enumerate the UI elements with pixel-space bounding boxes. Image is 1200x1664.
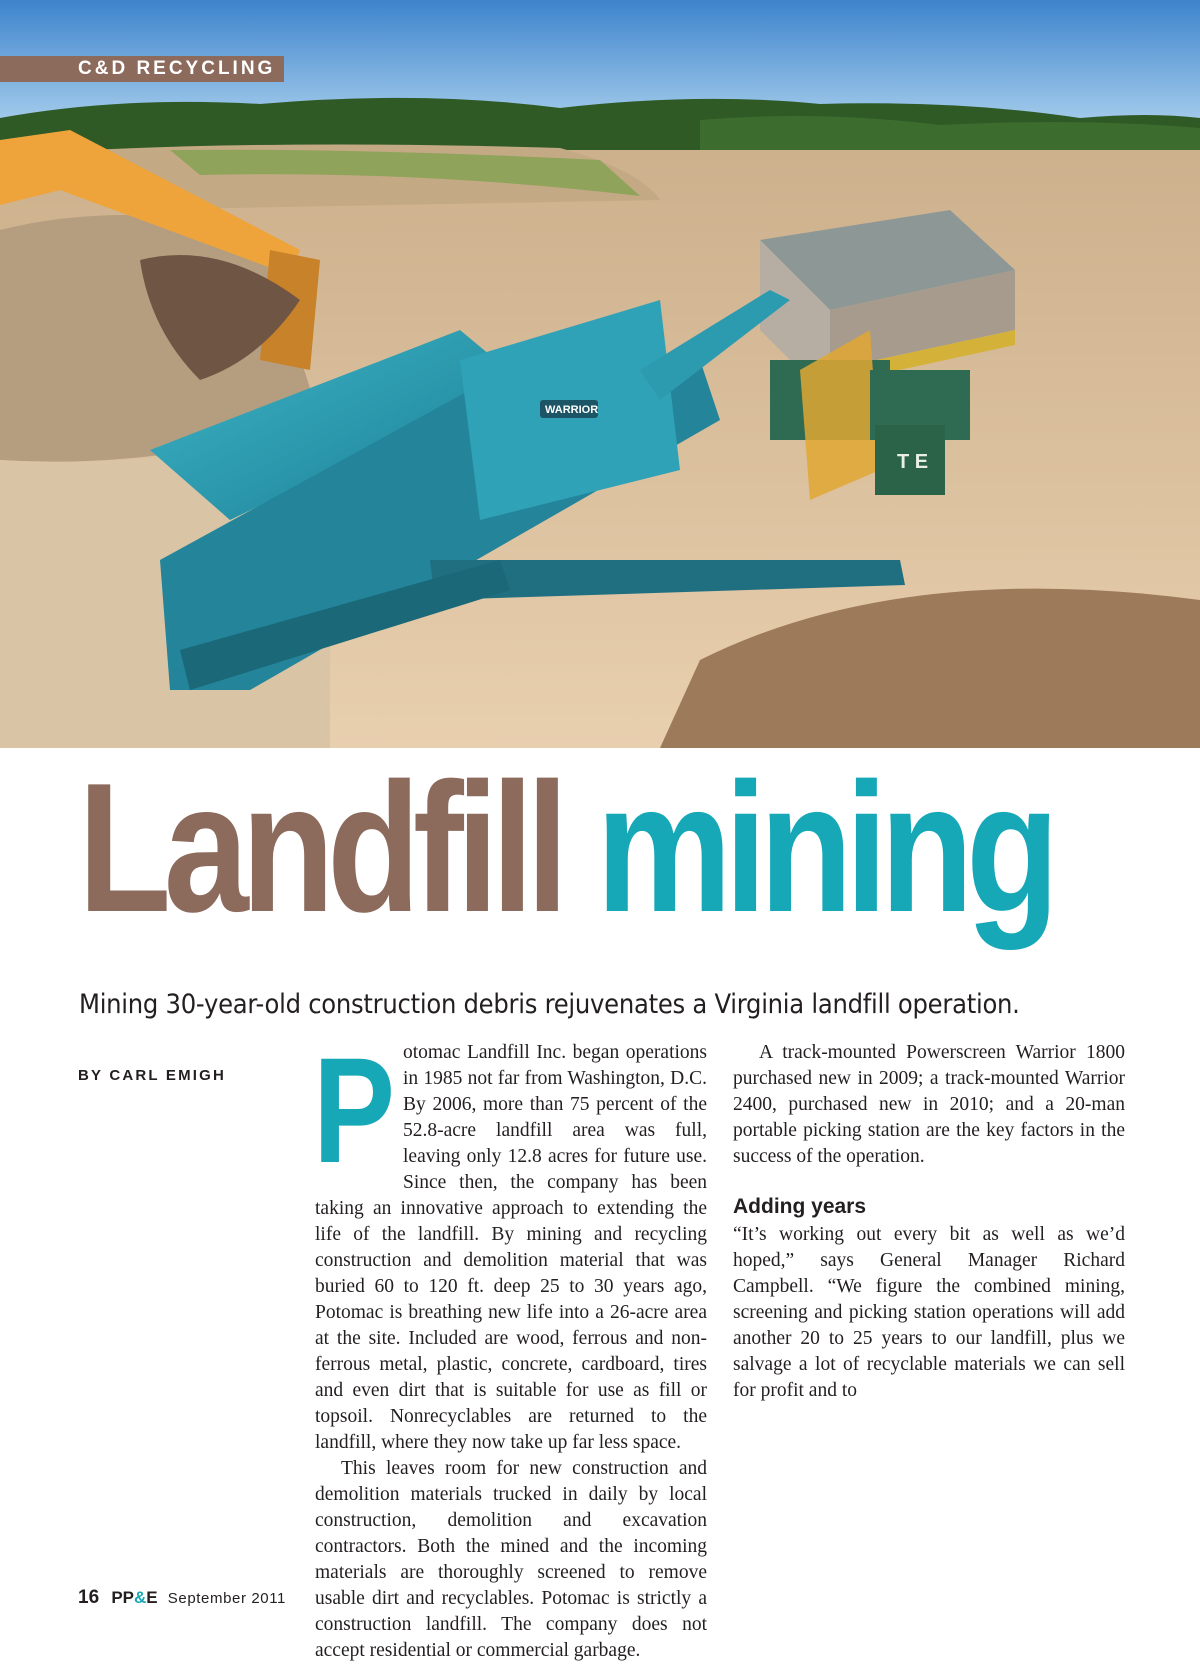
drop-cap: P xyxy=(313,1026,396,1194)
body-column-2 xyxy=(733,1040,1125,1404)
landfill-mining-photo xyxy=(0,0,1200,748)
headline xyxy=(78,744,1052,950)
headline-word-mining: mining xyxy=(596,744,1052,950)
magazine-name xyxy=(111,1588,157,1607)
section-tag: C&D RECYCLING xyxy=(0,56,284,82)
headline-word-landfill: Landfill xyxy=(78,744,562,950)
body-paragraph-1: otomac Landfill Inc. began operations in 1985 not far from Washington, D.C. By 2006, more than 75 percent of the 52.8-acre landfill area was full, leaving only 12.8 acres for future use. Since then, the company has been taking an innovative approach to extending the life of the landfill. By mining and recycling construction and demolition material that was buried 60 to 120 ft. deep 25 to 30 years ago, Potomac is breathing new life into a 26-acre area at the site. Included are wood, ferrous and non-ferrous metal, plastic, concrete, cardboard, tires and even dirt that is suitable for use as fill or topsoil. Nonrecyclables are returned to the landfill, where they now take up far less space. xyxy=(315,1042,707,1453)
magazine-name-pre: PP xyxy=(111,1588,134,1607)
deck: Mining 30-year-old construction debris rejuvenates a Virginia landfill operation. xyxy=(79,989,1020,1020)
body-paragraph-2: This leaves room for new construction and demolition materials trucked in daily by local construction, demolition and excavation contractors. Both the mined and the incoming materials are thoroughly screened to remove usable dirt and recyclables. Potomac is strictly a construction landfill. The company does not accept residential or commercial garbage. xyxy=(315,1458,707,1661)
body-paragraph-3: A track-mounted Powerscreen Warrior 1800 purchased new in 2009; a track-mounted Warrior 2400, purchased new in 2010; and a 20-man portable picking station are the key factors in the success of the operation. xyxy=(733,1042,1125,1167)
subhead-adding-years: Adding years xyxy=(733,1195,867,1218)
container-letters: T E xyxy=(897,451,929,473)
page-number: 16 xyxy=(78,1587,100,1608)
magazine-name-amp: & xyxy=(134,1588,147,1607)
body-column-1 xyxy=(313,1026,707,1664)
magazine-name-post: E xyxy=(146,1588,158,1607)
photo-illustration xyxy=(0,0,1200,748)
body-paragraph-4: “It’s working out every bit as well as we’d hoped,” says General Manager Richard Campbell. “We figure the combined mining, screening and picking station operations will add another 20 to 25 years to our landfill, plus we salvage a lot of recyclable materials we can sell for profit and to xyxy=(733,1224,1125,1401)
byline: BY CARL EMIGH xyxy=(78,1067,227,1084)
warrior-badge: WARRIOR xyxy=(545,404,599,416)
folio xyxy=(78,1587,286,1609)
issue-date: September 2011 xyxy=(167,1590,286,1607)
